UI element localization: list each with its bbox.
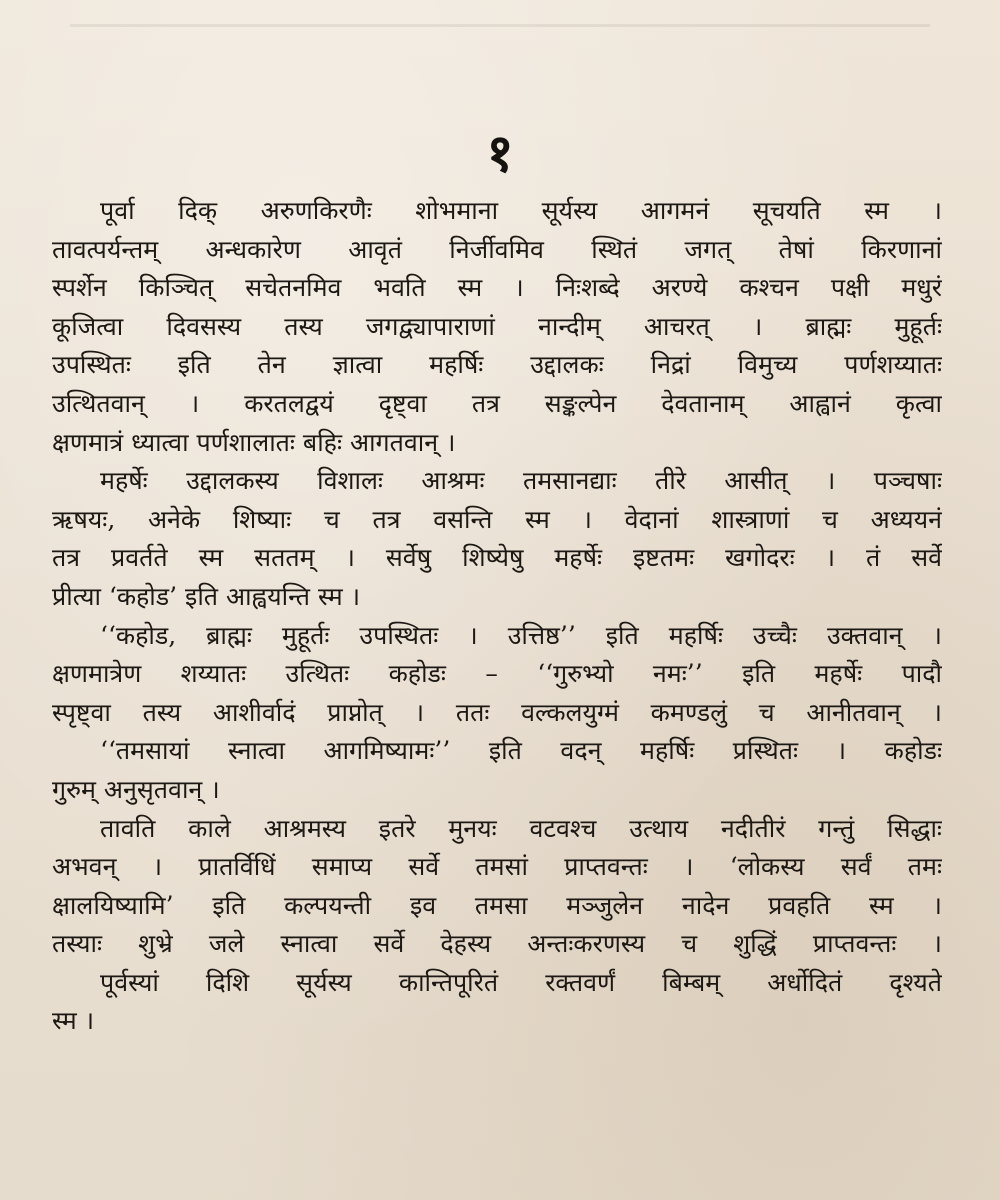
text-line: महर्षेः उद्दालकस्य विशालः आश्रमः तमसानद्याः तीरे आसीत् । पञ्चषाः bbox=[100, 466, 942, 496]
text-line: क्षालयिष्यामि’ इति कल्पयन्ती इव तमसा मञ्जुलेन नादेन प्रवहति स्म । bbox=[52, 890, 942, 920]
text-line: क्षणमात्रेण शय्यातः उत्थितः कहोडः – ‘‘गुरुभ्यो नमः’’ इति महर्षेः पादौ bbox=[52, 659, 942, 689]
chapter-body-text bbox=[52, 192, 942, 1041]
text-line: अभवन् । प्रातर्विधिं समाप्य सर्वे तमसां प्राप्तवन्तः । ‘लोकस्य सर्वं तमः bbox=[52, 852, 942, 882]
paragraph-1 bbox=[52, 192, 942, 462]
chapter-number: १ bbox=[486, 123, 514, 184]
text-line: तावति काले आश्रमस्य इतरे मुनयः वटवश्च उत्थाय नदीतीरं गन्तुं सिद्धाः bbox=[100, 813, 942, 843]
paragraph-4 bbox=[52, 732, 942, 809]
text-line: प्रीत्या ‘कहोड’ इति आह्वयन्ति स्म । bbox=[52, 581, 361, 611]
text-line: स्म । bbox=[52, 1006, 95, 1036]
paragraph-2 bbox=[52, 462, 942, 616]
text-line: पूर्वा दिक् अरुणकिरणैः शोभमाना सूर्यस्य आगमनं सूचयति स्म । bbox=[100, 196, 942, 225]
text-line: तस्याः शुभ्रे जले स्नात्वा सर्वे देहस्य अन्तःकरणस्य च शुद्धिं प्राप्तवन्तः । bbox=[52, 929, 942, 959]
text-line: स्पृष्ट्वा तस्य आशीर्वादं प्राप्नोत् । ततः वल्कलयुग्मं कमण्डलुं च आनीतवान् । bbox=[52, 697, 942, 727]
paragraph-6 bbox=[52, 964, 942, 1041]
text-line: ऋषयः, अनेके शिष्याः च तत्र वसन्ति स्म । वेदानां शास्त्राणां च अध्ययनं bbox=[52, 504, 942, 534]
text-line: गुरुम् अनुसृतवान् । bbox=[52, 774, 220, 804]
text-line: स्पर्शेन किञ्चित् सचेतनमिव भवति स्म । निःशब्दे अरण्ये कश्चन पक्षी मधुरं bbox=[52, 273, 942, 303]
text-line: तावत्पर्यन्तम् अन्धकारेण आवृतं निर्जीवमिव स्थितं जगत् तेषां किरणानां bbox=[52, 234, 942, 264]
reverse-side-bleed-through bbox=[70, 0, 930, 54]
text-line: ‘‘कहोड, ब्राह्मः मुहूर्तः उपस्थितः । उत्तिष्ठ’’ इति महर्षिः उच्चैः उक्तवान् । bbox=[100, 620, 942, 650]
paragraph-3 bbox=[52, 617, 942, 733]
paragraph-5 bbox=[52, 810, 942, 964]
text-line: ‘‘तमसायां स्नात्वा आगमिष्यामः’’ इति वदन् महर्षिः प्रस्थितः । कहोडः bbox=[100, 736, 942, 766]
text-line: उत्थितवान् । करतलद्वयं दृष्ट्वा तत्र सङ्कल्पेन देवतानाम् आह्वानं कृत्वा bbox=[52, 388, 942, 418]
text-line: क्षणमात्रं ध्यात्वा पर्णशालातः बहिः आगतवान् । bbox=[52, 427, 456, 457]
text-line: पूर्वस्यां दिशि सूर्यस्य कान्तिपूरितं रक्तवर्णं बिम्बम् अर्धोदितं दृश्यते bbox=[100, 967, 942, 997]
text-line: उपस्थितः इति तेन ज्ञात्वा महर्षिः उद्दालकः निद्रां विमुच्य पर्णशय्यातः bbox=[52, 350, 942, 380]
text-line: तत्र प्रवर्तते स्म सततम् । सर्वेषु शिष्येषु महर्षेः इष्टतमः खगोदरः । तं सर्वे bbox=[52, 543, 942, 573]
text-line: कूजित्वा दिवसस्य तस्य जगद्व्यापाराणां नान्दीम् आचरत् । ब्राह्मः मुहूर्तः bbox=[52, 311, 942, 341]
